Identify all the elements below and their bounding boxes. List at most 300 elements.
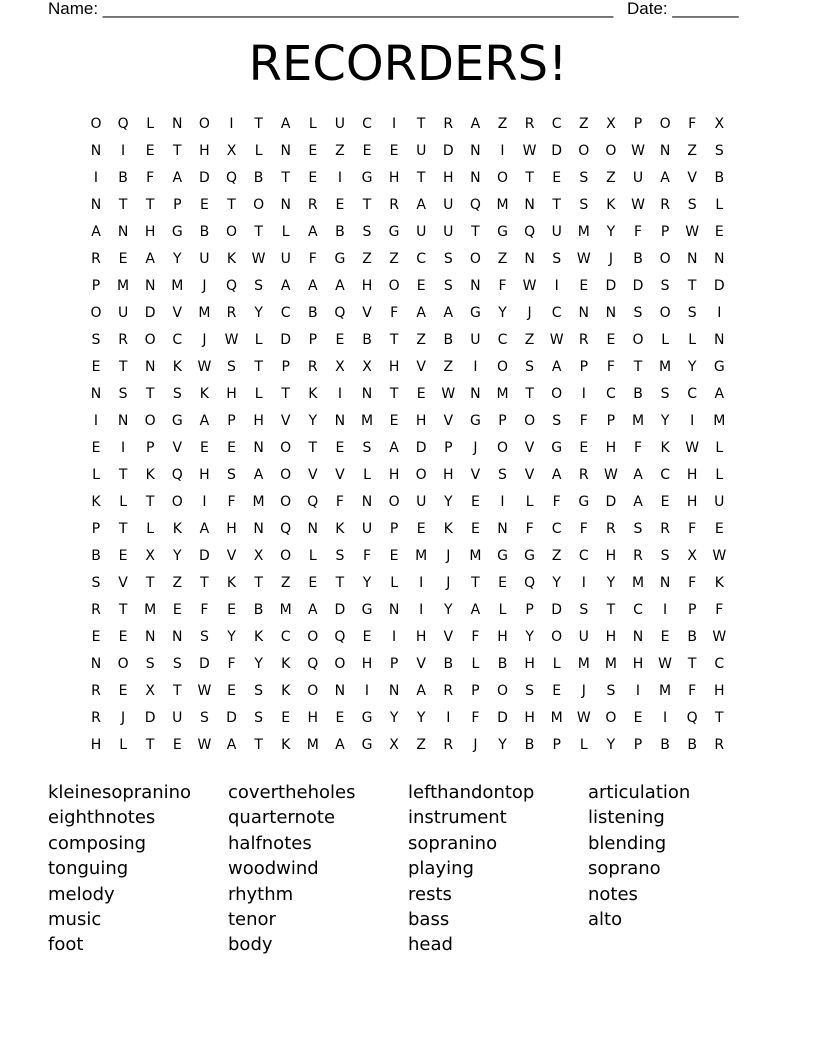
- grid-letter[interactable]: A: [253, 467, 264, 483]
- grid-letter[interactable]: B: [307, 305, 318, 321]
- grid-letter[interactable]: M: [577, 224, 590, 240]
- grid-letter[interactable]: E: [172, 737, 182, 753]
- grid-letter[interactable]: B: [660, 737, 670, 753]
- grid-letter[interactable]: A: [172, 170, 183, 186]
- grid-letter[interactable]: S: [172, 386, 182, 402]
- grid-letter[interactable]: W: [685, 224, 700, 240]
- grid-letter[interactable]: S: [91, 575, 101, 591]
- grid-letter[interactable]: F: [227, 494, 236, 510]
- grid-letter[interactable]: L: [308, 548, 317, 564]
- grid-letter[interactable]: V: [308, 467, 318, 483]
- grid-letter[interactable]: E: [335, 440, 345, 456]
- grid-letter[interactable]: E: [335, 710, 345, 726]
- date-field-label[interactable]: Date: _______: [627, 0, 739, 18]
- grid-letter[interactable]: S: [199, 629, 209, 645]
- grid-letter[interactable]: E: [227, 440, 236, 456]
- grid-letter[interactable]: W: [712, 629, 727, 645]
- grid-letter[interactable]: L: [119, 737, 127, 753]
- grid-letter[interactable]: N: [144, 359, 156, 375]
- grid-letter[interactable]: E: [91, 440, 101, 456]
- grid-letter[interactable]: B: [633, 251, 643, 267]
- grid-letter[interactable]: Z: [172, 575, 183, 591]
- grid-letter[interactable]: N: [497, 521, 508, 537]
- grid-letter[interactable]: Y: [498, 305, 507, 321]
- grid-letter[interactable]: K: [91, 494, 101, 510]
- grid-letter[interactable]: R: [578, 467, 589, 483]
- grid-letter[interactable]: P: [389, 521, 399, 537]
- grid-letter[interactable]: H: [199, 467, 210, 483]
- grid-letter[interactable]: A: [91, 224, 101, 240]
- grid-letter[interactable]: Z: [443, 359, 454, 375]
- grid-letter[interactable]: H: [388, 467, 400, 483]
- grid-letter[interactable]: O: [524, 413, 536, 429]
- grid-letter[interactable]: C: [280, 629, 291, 645]
- grid-letter[interactable]: L: [254, 386, 263, 402]
- grid-letter[interactable]: U: [714, 494, 725, 510]
- grid-letter[interactable]: E: [308, 143, 318, 159]
- grid-letter[interactable]: K: [172, 521, 182, 537]
- grid-letter[interactable]: I: [337, 170, 342, 186]
- grid-letter[interactable]: R: [660, 521, 670, 537]
- grid-letter[interactable]: G: [469, 305, 481, 321]
- grid-letter[interactable]: L: [715, 467, 724, 483]
- grid-letter[interactable]: I: [473, 359, 478, 375]
- grid-letter[interactable]: T: [687, 278, 697, 294]
- grid-letter[interactable]: L: [390, 575, 398, 591]
- grid-letter[interactable]: E: [714, 521, 724, 537]
- grid-letter[interactable]: H: [714, 683, 725, 699]
- grid-letter[interactable]: N: [470, 143, 481, 159]
- grid-letter[interactable]: I: [554, 278, 559, 294]
- grid-letter[interactable]: S: [118, 386, 128, 402]
- grid-letter[interactable]: X: [362, 359, 372, 375]
- grid-letter[interactable]: A: [416, 683, 426, 699]
- grid-letter[interactable]: D: [605, 278, 617, 294]
- grid-letter[interactable]: Z: [606, 170, 616, 186]
- grid-letter[interactable]: X: [145, 683, 155, 699]
- grid-letter[interactable]: S: [687, 305, 697, 321]
- grid-letter[interactable]: W: [441, 386, 456, 402]
- grid-letter[interactable]: J: [446, 548, 451, 564]
- grid-letter[interactable]: Y: [254, 656, 263, 672]
- grid-letter[interactable]: Q: [334, 305, 346, 321]
- grid-letter[interactable]: X: [606, 116, 616, 132]
- grid-letter[interactable]: S: [579, 170, 589, 186]
- grid-letter[interactable]: O: [117, 656, 129, 672]
- grid-letter[interactable]: O: [605, 143, 617, 159]
- grid-letter[interactable]: E: [227, 683, 236, 699]
- grid-letter[interactable]: U: [416, 494, 427, 510]
- grid-letter[interactable]: B: [443, 332, 454, 348]
- grid-letter[interactable]: B: [714, 170, 725, 186]
- grid-letter[interactable]: E: [714, 224, 724, 240]
- grid-letter[interactable]: V: [416, 656, 426, 672]
- grid-letter[interactable]: K: [281, 683, 291, 699]
- grid-letter[interactable]: R: [91, 710, 101, 726]
- grid-letter[interactable]: S: [498, 467, 507, 483]
- grid-letter[interactable]: E: [335, 332, 345, 348]
- grid-letter[interactable]: T: [389, 386, 399, 402]
- grid-letter[interactable]: L: [119, 494, 127, 510]
- grid-letter[interactable]: N: [172, 629, 183, 645]
- grid-letter[interactable]: Y: [606, 737, 616, 753]
- grid-letter[interactable]: L: [715, 440, 724, 456]
- grid-letter[interactable]: H: [361, 278, 373, 294]
- grid-letter[interactable]: C: [416, 251, 427, 267]
- grid-letter[interactable]: E: [118, 629, 128, 645]
- grid-letter[interactable]: I: [337, 386, 342, 402]
- grid-letter[interactable]: Q: [225, 278, 238, 294]
- grid-letter[interactable]: R: [118, 332, 128, 348]
- grid-letter[interactable]: U: [199, 251, 210, 267]
- grid-letter[interactable]: K: [145, 467, 155, 483]
- grid-letter[interactable]: T: [254, 359, 263, 375]
- grid-letter[interactable]: W: [603, 467, 618, 483]
- grid-letter[interactable]: Z: [687, 143, 697, 159]
- grid-letter[interactable]: Z: [389, 251, 399, 267]
- grid-letter[interactable]: F: [633, 440, 643, 456]
- grid-letter[interactable]: Y: [552, 575, 561, 591]
- grid-letter[interactable]: O: [334, 656, 346, 672]
- grid-letter[interactable]: T: [118, 197, 128, 213]
- grid-letter[interactable]: E: [118, 683, 128, 699]
- grid-letter[interactable]: N: [659, 575, 671, 591]
- grid-letter[interactable]: V: [524, 467, 535, 483]
- grid-letter[interactable]: S: [335, 548, 345, 564]
- grid-letter[interactable]: T: [254, 116, 263, 132]
- grid-letter[interactable]: E: [362, 629, 372, 645]
- grid-letter[interactable]: Y: [444, 602, 453, 618]
- grid-letter[interactable]: A: [280, 116, 291, 132]
- grid-letter[interactable]: E: [91, 629, 101, 645]
- grid-letter[interactable]: W: [522, 278, 537, 294]
- grid-letter[interactable]: J: [608, 251, 613, 267]
- grid-letter[interactable]: O: [280, 467, 292, 483]
- grid-letter[interactable]: U: [443, 224, 454, 240]
- grid-letter[interactable]: J: [446, 575, 451, 591]
- grid-letter[interactable]: S: [525, 359, 535, 375]
- grid-letter[interactable]: Q: [225, 170, 238, 186]
- grid-letter[interactable]: E: [660, 629, 670, 645]
- grid-letter[interactable]: S: [254, 278, 264, 294]
- grid-letter[interactable]: T: [416, 116, 426, 132]
- grid-letter[interactable]: O: [144, 413, 156, 429]
- grid-letter[interactable]: I: [392, 629, 397, 645]
- grid-letter[interactable]: Y: [254, 305, 263, 321]
- grid-letter[interactable]: L: [579, 737, 588, 753]
- name-field-label[interactable]: Name: ______________________________________________________: [48, 0, 614, 18]
- grid-letter[interactable]: K: [254, 629, 264, 645]
- grid-letter[interactable]: Z: [497, 116, 508, 132]
- grid-letter[interactable]: E: [470, 521, 480, 537]
- grid-letter[interactable]: B: [199, 224, 210, 240]
- grid-letter[interactable]: U: [632, 170, 644, 186]
- grid-letter[interactable]: F: [471, 629, 480, 645]
- grid-letter[interactable]: N: [470, 170, 481, 186]
- grid-letter[interactable]: J: [473, 440, 478, 456]
- grid-letter[interactable]: W: [658, 656, 673, 672]
- grid-letter[interactable]: W: [576, 251, 591, 267]
- grid-letter[interactable]: S: [660, 278, 670, 294]
- grid-letter[interactable]: H: [443, 467, 454, 483]
- grid-letter[interactable]: M: [198, 305, 211, 321]
- grid-letter[interactable]: Y: [362, 575, 372, 591]
- grid-letter[interactable]: O: [632, 332, 644, 348]
- grid-letter[interactable]: U: [361, 521, 373, 537]
- grid-letter[interactable]: D: [199, 170, 210, 186]
- grid-letter[interactable]: F: [579, 413, 588, 429]
- grid-letter[interactable]: T: [471, 224, 480, 240]
- grid-letter[interactable]: F: [552, 494, 561, 510]
- grid-letter[interactable]: P: [579, 359, 589, 375]
- grid-letter[interactable]: E: [308, 575, 318, 591]
- grid-letter[interactable]: F: [498, 278, 507, 294]
- grid-letter[interactable]: T: [281, 386, 290, 402]
- grid-letter[interactable]: C: [280, 305, 291, 321]
- grid-letter[interactable]: D: [144, 710, 156, 726]
- grid-letter[interactable]: H: [388, 170, 400, 186]
- grid-letter[interactable]: F: [633, 224, 643, 240]
- grid-letter[interactable]: T: [254, 224, 263, 240]
- grid-letter[interactable]: Q: [524, 575, 536, 591]
- grid-letter[interactable]: E: [552, 170, 562, 186]
- grid-letter[interactable]: O: [578, 143, 590, 159]
- grid-letter[interactable]: F: [335, 494, 344, 510]
- grid-letter[interactable]: J: [202, 278, 207, 294]
- grid-letter[interactable]: I: [663, 602, 668, 618]
- grid-letter[interactable]: S: [199, 710, 209, 726]
- grid-letter[interactable]: M: [360, 413, 374, 429]
- grid-letter[interactable]: A: [145, 251, 155, 267]
- grid-letter[interactable]: D: [280, 332, 292, 348]
- grid-letter[interactable]: X: [687, 548, 697, 564]
- grid-letter[interactable]: K: [226, 251, 237, 267]
- grid-letter[interactable]: T: [145, 197, 155, 213]
- grid-letter[interactable]: S: [660, 386, 670, 402]
- grid-letter[interactable]: R: [714, 737, 725, 753]
- grid-letter[interactable]: S: [579, 197, 589, 213]
- grid-letter[interactable]: M: [659, 683, 672, 699]
- grid-letter[interactable]: E: [118, 251, 128, 267]
- grid-letter[interactable]: A: [280, 278, 291, 294]
- grid-letter[interactable]: W: [685, 440, 700, 456]
- grid-letter[interactable]: T: [606, 602, 616, 618]
- grid-letter[interactable]: G: [497, 224, 508, 240]
- grid-letter[interactable]: C: [551, 116, 562, 132]
- grid-letter[interactable]: I: [392, 116, 397, 132]
- grid-letter[interactable]: H: [199, 143, 210, 159]
- grid-letter[interactable]: Y: [227, 629, 236, 645]
- grid-letter[interactable]: D: [497, 710, 508, 726]
- grid-letter[interactable]: E: [389, 143, 399, 159]
- grid-letter[interactable]: H: [226, 521, 237, 537]
- grid-letter[interactable]: I: [663, 710, 668, 726]
- grid-letter[interactable]: Z: [497, 251, 508, 267]
- grid-letter[interactable]: Q: [334, 629, 346, 645]
- grid-letter[interactable]: S: [254, 683, 264, 699]
- grid-letter[interactable]: I: [229, 116, 234, 132]
- grid-letter[interactable]: F: [688, 116, 697, 132]
- grid-letter[interactable]: F: [606, 359, 615, 375]
- grid-letter[interactable]: G: [171, 413, 183, 429]
- grid-letter[interactable]: A: [551, 467, 562, 483]
- grid-letter[interactable]: P: [91, 278, 101, 294]
- grid-letter[interactable]: T: [362, 197, 372, 213]
- grid-letter[interactable]: H: [307, 710, 319, 726]
- grid-letter[interactable]: W: [251, 251, 266, 267]
- grid-letter[interactable]: V: [443, 413, 454, 429]
- grid-letter[interactable]: V: [524, 440, 535, 456]
- grid-letter[interactable]: N: [470, 278, 481, 294]
- grid-letter[interactable]: S: [660, 548, 670, 564]
- grid-letter[interactable]: C: [633, 602, 643, 618]
- grid-letter[interactable]: N: [524, 197, 535, 213]
- grid-letter[interactable]: B: [335, 224, 345, 240]
- grid-letter[interactable]: M: [469, 548, 482, 564]
- grid-letter[interactable]: P: [173, 197, 182, 213]
- grid-letter[interactable]: P: [444, 440, 453, 456]
- grid-letter[interactable]: H: [632, 656, 644, 672]
- grid-letter[interactable]: P: [145, 440, 155, 456]
- grid-letter[interactable]: L: [688, 332, 697, 348]
- grid-letter[interactable]: V: [172, 440, 183, 456]
- grid-letter[interactable]: D: [442, 143, 454, 159]
- grid-letter[interactable]: N: [714, 332, 725, 348]
- grid-letter[interactable]: T: [145, 386, 155, 402]
- grid-letter[interactable]: T: [471, 575, 480, 591]
- grid-letter[interactable]: O: [225, 224, 238, 240]
- grid-letter[interactable]: N: [334, 413, 346, 429]
- grid-letter[interactable]: L: [525, 494, 534, 510]
- grid-letter[interactable]: Y: [525, 629, 534, 645]
- grid-letter[interactable]: Y: [173, 548, 182, 564]
- grid-letter[interactable]: S: [579, 602, 589, 618]
- grid-letter[interactable]: T: [227, 197, 236, 213]
- grid-letter[interactable]: C: [497, 332, 508, 348]
- grid-letter[interactable]: X: [714, 116, 725, 132]
- grid-letter[interactable]: E: [91, 359, 101, 375]
- grid-letter[interactable]: S: [552, 413, 562, 429]
- grid-letter[interactable]: O: [307, 683, 319, 699]
- grid-letter[interactable]: C: [578, 548, 589, 564]
- grid-letter[interactable]: E: [281, 710, 291, 726]
- grid-letter[interactable]: I: [581, 575, 586, 591]
- grid-letter[interactable]: X: [253, 548, 264, 564]
- grid-letter[interactable]: Z: [551, 548, 562, 564]
- grid-letter[interactable]: B: [497, 656, 508, 672]
- grid-letter[interactable]: A: [199, 413, 210, 429]
- grid-letter[interactable]: T: [389, 332, 399, 348]
- grid-letter[interactable]: L: [254, 332, 263, 348]
- grid-letter[interactable]: E: [416, 278, 426, 294]
- grid-letter[interactable]: P: [660, 224, 670, 240]
- grid-letter[interactable]: O: [659, 251, 671, 267]
- grid-letter[interactable]: E: [389, 548, 399, 564]
- grid-letter[interactable]: H: [605, 548, 617, 564]
- grid-letter[interactable]: D: [199, 548, 210, 564]
- grid-letter[interactable]: D: [334, 602, 346, 618]
- grid-letter[interactable]: E: [118, 548, 128, 564]
- grid-letter[interactable]: N: [632, 629, 644, 645]
- grid-letter[interactable]: P: [281, 359, 290, 375]
- grid-letter[interactable]: S: [443, 251, 453, 267]
- grid-letter[interactable]: Y: [173, 251, 182, 267]
- grid-letter[interactable]: C: [172, 332, 183, 348]
- grid-letter[interactable]: F: [227, 656, 236, 672]
- grid-letter[interactable]: K: [660, 440, 670, 456]
- grid-letter[interactable]: O: [551, 629, 563, 645]
- grid-letter[interactable]: B: [118, 170, 128, 186]
- grid-letter[interactable]: Y: [606, 575, 616, 591]
- grid-letter[interactable]: O: [171, 494, 183, 510]
- grid-letter[interactable]: I: [419, 575, 424, 591]
- grid-letter[interactable]: P: [471, 683, 480, 699]
- grid-letter[interactable]: O: [307, 629, 319, 645]
- grid-letter[interactable]: N: [307, 521, 319, 537]
- grid-letter[interactable]: W: [224, 332, 239, 348]
- grid-letter[interactable]: G: [334, 251, 346, 267]
- grid-letter[interactable]: Z: [416, 737, 426, 753]
- grid-letter[interactable]: O: [496, 440, 509, 456]
- grid-letter[interactable]: L: [715, 197, 724, 213]
- grid-letter[interactable]: I: [121, 440, 126, 456]
- grid-letter[interactable]: N: [90, 656, 102, 672]
- grid-letter[interactable]: N: [172, 116, 183, 132]
- grid-letter[interactable]: V: [416, 359, 426, 375]
- grid-letter[interactable]: N: [90, 386, 102, 402]
- grid-letter[interactable]: E: [416, 386, 426, 402]
- grid-letter[interactable]: R: [443, 116, 454, 132]
- grid-letter[interactable]: A: [470, 116, 481, 132]
- grid-letter[interactable]: R: [443, 683, 454, 699]
- grid-letter[interactable]: W: [712, 548, 727, 564]
- grid-letter[interactable]: L: [254, 143, 263, 159]
- grid-letter[interactable]: O: [90, 305, 102, 321]
- grid-letter[interactable]: R: [443, 737, 454, 753]
- grid-letter[interactable]: G: [551, 440, 563, 456]
- grid-letter[interactable]: F: [362, 548, 372, 564]
- grid-letter[interactable]: T: [254, 737, 263, 753]
- grid-letter[interactable]: T: [200, 575, 209, 591]
- grid-letter[interactable]: G: [361, 737, 373, 753]
- grid-letter[interactable]: M: [279, 602, 292, 618]
- grid-letter[interactable]: F: [471, 710, 480, 726]
- grid-letter[interactable]: K: [335, 521, 345, 537]
- grid-letter[interactable]: O: [496, 683, 509, 699]
- grid-letter[interactable]: G: [361, 710, 373, 726]
- grid-letter[interactable]: S: [227, 467, 236, 483]
- grid-letter[interactable]: B: [443, 656, 454, 672]
- grid-letter[interactable]: P: [227, 413, 236, 429]
- grid-letter[interactable]: O: [659, 116, 671, 132]
- grid-letter[interactable]: U: [334, 116, 346, 132]
- grid-letter[interactable]: E: [633, 710, 643, 726]
- grid-letter[interactable]: E: [172, 602, 182, 618]
- grid-letter[interactable]: M: [659, 359, 672, 375]
- grid-letter[interactable]: V: [118, 575, 128, 591]
- grid-letter[interactable]: I: [635, 683, 641, 699]
- grid-letter[interactable]: E: [199, 197, 209, 213]
- grid-letter[interactable]: M: [604, 656, 617, 672]
- grid-letter[interactable]: O: [551, 386, 563, 402]
- grid-letter[interactable]: L: [281, 224, 290, 240]
- grid-letter[interactable]: A: [226, 737, 237, 753]
- grid-letter[interactable]: U: [172, 710, 183, 726]
- grid-letter[interactable]: C: [362, 116, 372, 132]
- grid-letter[interactable]: N: [524, 251, 535, 267]
- grid-letter[interactable]: C: [551, 521, 562, 537]
- grid-letter[interactable]: Y: [416, 710, 426, 726]
